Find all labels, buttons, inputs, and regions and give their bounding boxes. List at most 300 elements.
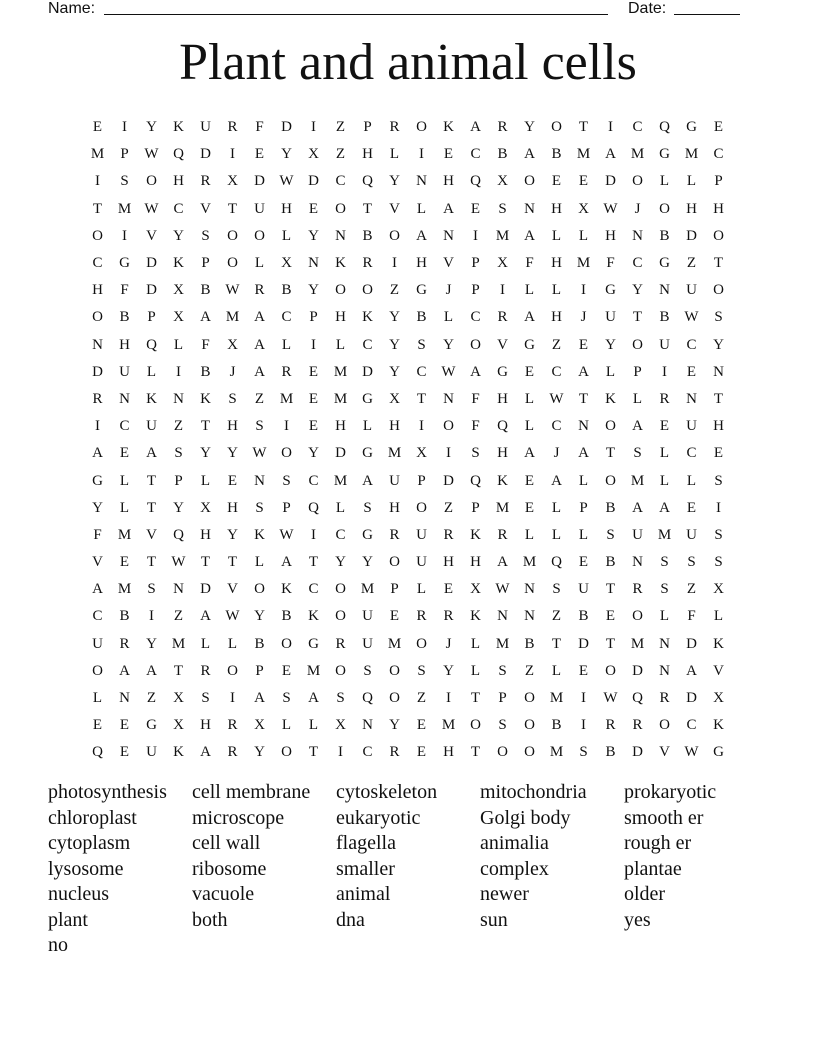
grid-letter: S (255, 499, 264, 516)
grid-letter: L (119, 499, 130, 516)
grid-letter: O (605, 418, 616, 435)
grid-letter: M (90, 146, 105, 163)
grid-letter: I (500, 282, 505, 299)
grid-letter: A (146, 445, 157, 462)
grid-letter: L (551, 227, 562, 244)
grid-letter: O (524, 717, 535, 734)
grid-letter: J (634, 200, 641, 217)
grid-letter: Z (686, 255, 697, 272)
grid-letter: H (335, 309, 346, 326)
grid-letter: M (684, 146, 699, 163)
grid-letter: A (146, 662, 157, 679)
grid-letter: H (389, 499, 400, 516)
grid-letter: S (282, 690, 291, 707)
grid-letter: A (362, 472, 373, 489)
grid-letter: I (392, 255, 397, 272)
grid-letter: V (200, 200, 211, 217)
grid-letter: B (281, 282, 292, 299)
grid-letter: X (470, 581, 481, 598)
grid-letter: L (389, 146, 400, 163)
grid-letter: E (389, 608, 400, 625)
grid-letter: E (470, 200, 481, 217)
grid-letter: E (578, 554, 589, 571)
grid-letter: Y (173, 227, 184, 244)
grid-letter: E (659, 418, 670, 435)
grid-letter: O (632, 336, 643, 353)
grid-letter: V (659, 744, 670, 761)
word-search-grid (84, 114, 732, 767)
grid-letter: B (524, 635, 535, 652)
grid-letter: M (171, 635, 186, 652)
grid-letter: I (230, 690, 235, 707)
grid-letter: L (470, 635, 481, 652)
grid-letter: X (389, 390, 400, 407)
grid-letter: R (281, 363, 292, 380)
grid-letter: K (200, 390, 211, 407)
grid-letter: M (549, 744, 564, 761)
grid-letter: V (497, 336, 508, 353)
grid-letter: R (605, 717, 616, 734)
grid-letter: H (551, 200, 562, 217)
grid-letter: Y (146, 635, 157, 652)
grid-letter: O (335, 282, 346, 299)
grid-letter: U (146, 418, 157, 435)
grid-letter: I (446, 445, 451, 462)
grid-letter: I (284, 418, 289, 435)
grid-letter: S (363, 499, 372, 516)
grid-letter: T (578, 119, 589, 136)
grid-letter: S (498, 662, 507, 679)
grid-letter: M (657, 526, 672, 543)
grid-letter: Y (200, 445, 211, 462)
grid-letter: S (147, 581, 156, 598)
word-bank-item: prokaryotic (624, 781, 717, 803)
word-bank-item: mitochondria (480, 781, 587, 803)
grid-letter: M (225, 309, 240, 326)
word-bank-item: dna (336, 908, 365, 931)
grid-letter: I (473, 227, 478, 244)
grid-letter: H (497, 390, 508, 407)
grid-row (84, 304, 732, 331)
grid-letter: X (713, 690, 724, 707)
grid-letter: F (525, 255, 534, 272)
grid-letter: I (149, 608, 154, 625)
grid-row (84, 168, 732, 195)
word-bank-item: cell wall (192, 832, 261, 854)
grid-letter: W (441, 363, 456, 380)
grid-letter: D (443, 472, 454, 489)
grid-letter: K (173, 255, 184, 272)
grid-letter: M (333, 363, 348, 380)
grid-letter: L (416, 581, 427, 598)
grid-letter: N (362, 717, 373, 734)
grid-letter: Y (389, 309, 400, 326)
grid-letter: S (498, 200, 507, 217)
grid-letter: Q (92, 744, 103, 761)
grid-letter: O (254, 581, 265, 598)
grid-letter: R (389, 119, 400, 136)
grid-letter: L (416, 200, 427, 217)
grid-letter: X (335, 717, 346, 734)
grid-letter: X (416, 445, 427, 462)
grid-letter: S (579, 744, 588, 761)
grid-letter: R (362, 255, 373, 272)
grid-letter: J (229, 363, 236, 380)
grid-letter: M (576, 255, 591, 272)
grid-letter: Q (362, 690, 373, 707)
grid-letter: E (713, 119, 724, 136)
grid-letter: H (605, 227, 616, 244)
worksheet-title: Plant and animal cells (179, 34, 637, 91)
grid-letter: O (92, 227, 103, 244)
grid-letter: H (551, 255, 562, 272)
grid-letter: X (173, 309, 184, 326)
grid-letter: M (279, 390, 294, 407)
word-bank-item: flagella (336, 832, 396, 854)
grid-letter: R (200, 662, 211, 679)
word-bank-item: lysosome (48, 857, 124, 880)
grid-letter: P (498, 690, 507, 707)
grid-letter: V (92, 554, 103, 571)
grid-letter: U (200, 119, 211, 136)
grid-letter: I (662, 363, 667, 380)
grid-letter: A (470, 119, 481, 136)
grid-letter: R (227, 717, 238, 734)
word-bank-item: yes (624, 908, 651, 931)
grid-letter: M (495, 499, 510, 516)
grid-letter: P (633, 363, 642, 380)
grid-letter: A (308, 690, 319, 707)
grid-letter: H (281, 200, 292, 217)
grid-letter: N (632, 554, 643, 571)
grid-letter: K (146, 390, 157, 407)
grid-letter: F (201, 336, 210, 353)
word-bank-item: microscope (192, 806, 285, 829)
grid-letter: P (282, 499, 291, 516)
grid-letter: D (254, 173, 265, 190)
grid-letter: F (471, 390, 480, 407)
grid-letter: D (632, 662, 643, 679)
grid-letter: A (578, 363, 589, 380)
grid-letter: L (578, 227, 589, 244)
grid-letter: L (659, 472, 670, 489)
word-bank-item: complex (480, 857, 549, 880)
word-bank-item: eukaryotic (336, 806, 421, 829)
grid-letter: J (445, 282, 452, 299)
grid-letter: X (173, 690, 184, 707)
grid-letter: N (659, 282, 670, 299)
grid-letter: E (605, 608, 616, 625)
grid-letter: Z (335, 146, 346, 163)
grid-letter: L (308, 717, 319, 734)
grid-letter: N (713, 363, 724, 380)
grid-letter: Q (173, 146, 184, 163)
grid-letter: R (497, 526, 508, 543)
grid-letter: I (338, 744, 343, 761)
grid-letter: L (173, 336, 184, 353)
grid-letter: Q (362, 173, 373, 190)
grid-letter: N (659, 662, 670, 679)
grid-letter: H (713, 418, 724, 435)
grid-letter: F (606, 255, 615, 272)
word-bank-item: cytoskeleton (336, 781, 438, 803)
grid-letter: M (333, 472, 348, 489)
grid-letter: E (686, 499, 697, 516)
grid-letter: Q (632, 690, 643, 707)
grid-letter: O (524, 690, 535, 707)
grid-letter: X (254, 717, 265, 734)
grid-letter: H (362, 146, 373, 163)
grid-letter: G (497, 363, 508, 380)
grid-letter: T (173, 662, 184, 679)
grid-row (84, 467, 732, 494)
grid-letter: C (173, 200, 184, 217)
grid-letter: C (362, 336, 373, 353)
grid-letter: W (549, 390, 564, 407)
grid-row (84, 603, 732, 630)
grid-letter: W (279, 526, 294, 543)
grid-letter: T (470, 744, 481, 761)
grid-letter: L (281, 336, 292, 353)
grid-letter: N (497, 608, 508, 625)
grid-letter: G (362, 390, 373, 407)
grid-letter: M (522, 554, 537, 571)
word-bank-item: rough er (624, 832, 692, 854)
grid-letter: O (389, 662, 400, 679)
grid-letter: I (419, 418, 424, 435)
grid-letter: B (578, 608, 589, 625)
grid-letter: E (416, 744, 427, 761)
grid-letter: O (146, 173, 157, 190)
grid-letter: Y (308, 227, 319, 244)
grid-letter: U (632, 526, 643, 543)
grid-letter: X (497, 255, 508, 272)
grid-letter: E (308, 390, 319, 407)
grid-letter: O (281, 445, 292, 462)
grid-letter: B (254, 635, 265, 652)
grid-letter: A (92, 445, 103, 462)
grid-letter: Z (551, 608, 562, 625)
grid-letter: U (578, 581, 589, 598)
grid-letter: T (92, 200, 103, 217)
grid-letter: S (363, 662, 372, 679)
grid-letter: T (416, 390, 427, 407)
grid-letter: P (201, 255, 210, 272)
grid-letter: E (308, 363, 319, 380)
grid-letter: T (632, 309, 643, 326)
grid-letter: E (551, 173, 562, 190)
grid-letter: K (497, 472, 508, 489)
grid-letter: M (117, 526, 132, 543)
grid-letter: R (254, 282, 265, 299)
grid-letter: K (362, 309, 373, 326)
grid-letter: O (632, 173, 643, 190)
grid-letter: H (686, 200, 697, 217)
grid-letter: Y (524, 119, 535, 136)
grid-letter: M (630, 472, 645, 489)
grid-letter: X (308, 146, 319, 163)
grid-letter: R (200, 173, 211, 190)
grid-letter: I (176, 363, 181, 380)
grid-letter: C (362, 744, 373, 761)
grid-letter: I (311, 336, 316, 353)
grid-letter: L (659, 608, 670, 625)
grid-letter: O (254, 227, 265, 244)
grid-letter: H (173, 173, 184, 190)
grid-letter: Y (308, 445, 319, 462)
grid-letter: B (119, 309, 130, 326)
grid-letter: Z (524, 662, 535, 679)
grid-letter: I (311, 119, 316, 136)
grid-letter: O (497, 744, 508, 761)
grid-letter: C (470, 309, 481, 326)
grid-letter: S (714, 526, 723, 543)
grid-letter: H (227, 499, 238, 516)
grid-letter: T (605, 445, 616, 462)
grid-letter: D (146, 255, 157, 272)
grid-letter: E (281, 662, 292, 679)
grid-letter: R (227, 119, 238, 136)
grid-letter: O (335, 608, 346, 625)
grid-letter: G (119, 255, 130, 272)
grid-letter: U (686, 526, 697, 543)
grid-letter: S (174, 445, 183, 462)
grid-letter: S (201, 690, 210, 707)
grid-letter: M (117, 200, 132, 217)
grid-letter: S (552, 581, 561, 598)
grid-letter: B (362, 227, 373, 244)
word-bank-item: older (624, 883, 666, 905)
grid-letter: T (470, 690, 481, 707)
grid-letter: A (524, 309, 535, 326)
grid-letter: V (227, 581, 238, 598)
grid-letter: U (389, 472, 400, 489)
grid-letter: L (713, 608, 724, 625)
grid-letter: Y (632, 282, 643, 299)
grid-letter: M (495, 635, 510, 652)
grid-letter: J (553, 445, 560, 462)
grid-letter: S (471, 445, 480, 462)
grid-letter: E (119, 445, 130, 462)
grid-letter: I (608, 119, 613, 136)
grid-letter: O (605, 472, 616, 489)
grid-letter: P (471, 282, 480, 299)
grid-row (84, 250, 732, 277)
grid-letter: Y (389, 363, 400, 380)
grid-letter: S (606, 526, 615, 543)
grid-letter: C (713, 146, 724, 163)
grid-letter: F (120, 282, 129, 299)
grid-letter: E (686, 363, 697, 380)
worksheet-header (0, 0, 816, 20)
grid-letter: T (227, 554, 238, 571)
grid-letter: Y (389, 336, 400, 353)
grid-letter: T (200, 554, 211, 571)
grid-letter: C (686, 445, 697, 462)
grid-letter: P (471, 499, 480, 516)
grid-letter: X (713, 581, 724, 598)
grid-letter: F (93, 526, 102, 543)
grid-letter: T (308, 554, 319, 571)
grid-letter: A (254, 690, 265, 707)
grid-letter: P (471, 255, 480, 272)
grid-letter: K (605, 390, 616, 407)
grid-letter: S (714, 309, 723, 326)
date-blank-line (674, 14, 740, 15)
grid-row (84, 223, 732, 250)
grid-letter: O (227, 227, 238, 244)
grid-row (84, 495, 732, 522)
grid-letter: A (686, 662, 697, 679)
grid-letter: U (659, 336, 670, 353)
grid-letter: Q (551, 554, 562, 571)
grid-letter: H (335, 418, 346, 435)
word-bank-item: newer (480, 883, 529, 905)
grid-letter: U (605, 309, 616, 326)
grid-letter: H (227, 418, 238, 435)
grid-letter: L (551, 526, 562, 543)
grid-letter: M (360, 581, 375, 598)
grid-row (84, 522, 732, 549)
grid-letter: M (630, 635, 645, 652)
grid-letter: N (524, 581, 535, 598)
grid-row (84, 631, 732, 658)
grid-letter: A (92, 581, 103, 598)
grid-letter: X (281, 255, 292, 272)
grid-letter: T (605, 635, 616, 652)
grid-letter: R (389, 744, 400, 761)
grid-letter: O (659, 200, 670, 217)
grid-letter: A (200, 608, 211, 625)
grid-letter: L (578, 472, 589, 489)
grid-letter: X (578, 200, 589, 217)
grid-letter: L (524, 282, 535, 299)
grid-letter: C (551, 363, 562, 380)
grid-row (84, 332, 732, 359)
grid-row (84, 739, 732, 766)
grid-letter: E (578, 662, 589, 679)
grid-letter: O (551, 119, 562, 136)
grid-letter: O (524, 744, 535, 761)
grid-letter: S (687, 554, 696, 571)
grid-letter: I (581, 282, 586, 299)
grid-letter: N (578, 418, 589, 435)
grid-letter: H (92, 282, 103, 299)
grid-letter: R (389, 526, 400, 543)
grid-row (84, 277, 732, 304)
grid-letter: O (470, 336, 481, 353)
grid-letter: Z (254, 390, 265, 407)
grid-letter: K (713, 635, 724, 652)
grid-letter: U (146, 744, 157, 761)
grid-letter: E (227, 472, 238, 489)
grid-letter: A (254, 309, 265, 326)
grid-letter: P (309, 309, 318, 326)
grid-letter: O (389, 554, 400, 571)
grid-letter: A (200, 744, 211, 761)
grid-letter: O (389, 690, 400, 707)
word-bank-item: nucleus (48, 883, 110, 905)
grid-letter: M (117, 581, 132, 598)
grid-letter: H (443, 744, 454, 761)
grid-letter: X (497, 173, 508, 190)
grid-letter: E (92, 717, 103, 734)
grid-letter: N (416, 173, 427, 190)
grid-letter: D (281, 119, 292, 136)
grid-letter: P (147, 309, 156, 326)
grid-letter: R (632, 581, 643, 598)
grid-letter: Z (416, 690, 427, 707)
